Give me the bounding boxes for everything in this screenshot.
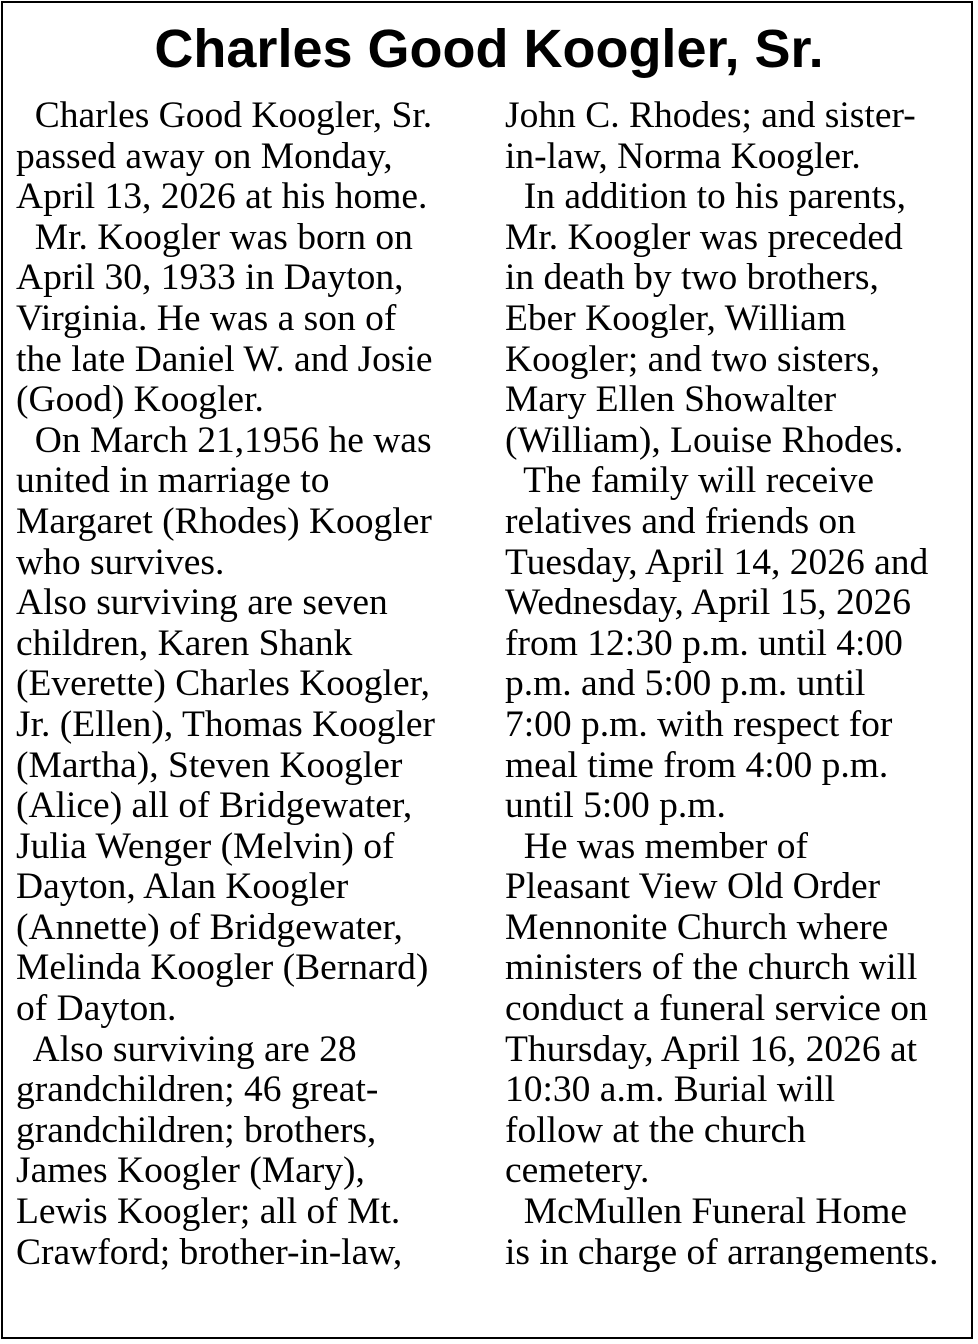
obituary-text-line: April 13, 2026 at his home.	[16, 176, 428, 218]
obituary-text-line: is in charge of arrangements.	[505, 1231, 939, 1273]
obituary-text-line: 10:30 a.m. Burial will	[505, 1069, 836, 1111]
obituary-text-line: Dayton, Alan Koogler	[16, 866, 349, 908]
obituary-text-line: from 12:30 p.m. until 4:00	[505, 622, 903, 664]
obituary-text-line: In addition to his parents,	[505, 176, 906, 218]
obituary-text-line: relatives and friends on	[505, 500, 856, 542]
obituary-text-line: (Martha), Steven Koogler	[16, 744, 403, 786]
obituary-text-line: who survives.	[16, 541, 225, 583]
obituary-text-line: children, Karen Shank	[16, 622, 353, 664]
obituary-column-right	[505, 96, 975, 1273]
obituary-text-line: Julia Wenger (Melvin) of	[16, 825, 395, 867]
obituary-text-line: Wednesday, April 15, 2026	[505, 582, 911, 624]
obituary-text-line: (Alice) all of Bridgewater,	[16, 785, 413, 827]
obituary-column-left	[16, 96, 486, 1273]
obituary-text-line: Also surviving are 28	[16, 1028, 357, 1070]
obituary-text-line: John C. Rhodes; and sister-	[505, 95, 916, 136]
obituary-text-line: Also surviving are seven	[16, 582, 388, 624]
obituary-text-line: Mennonite Church where	[505, 906, 889, 948]
obituary-text-line: until 5:00 p.m.	[505, 785, 726, 827]
obituary-text-line: (Annette) of Bridgewater,	[16, 906, 403, 948]
obituary-text-line: of Dayton.	[16, 988, 177, 1030]
obituary-text-line: He was member of	[505, 825, 809, 867]
obituary-text-line: (Everette) Charles Koogler,	[16, 663, 430, 705]
obituary-text-line: Lewis Koogler; all of Mt.	[16, 1191, 401, 1233]
obituary-text-line: follow at the church	[505, 1109, 806, 1151]
obituary-text-line: Melinda Koogler (Bernard)	[16, 947, 429, 989]
obituary-text-line: Tuesday, April 14, 2026 and	[505, 541, 929, 583]
obituary-text-line: Thursday, April 16, 2026 at	[505, 1028, 918, 1070]
obituary-text-line: April 30, 1933 in Dayton,	[16, 257, 404, 299]
obituary-text-line: On March 21,1956 he was	[16, 419, 432, 461]
obituary-text-line: meal time from 4:00 p.m.	[505, 744, 889, 786]
obituary-text-line: grandchildren; 46 great-	[16, 1069, 379, 1111]
obituary-text-line: the late Daniel W. and Josie	[16, 338, 433, 380]
obituary-text-line: Mary Ellen Showalter	[505, 379, 837, 421]
obituary-text-line: in death by two brothers,	[505, 257, 879, 299]
obituary-text-line: James Koogler (Mary),	[16, 1150, 365, 1192]
obituary-text-line: grandchildren; brothers,	[16, 1109, 377, 1151]
obituary-text-line: conduct a funeral service on	[505, 988, 928, 1030]
obituary-text-line: Virginia. He was a son of	[16, 297, 397, 339]
obituary-text-line: McMullen Funeral Home	[505, 1191, 908, 1233]
obituary-text-line: in-law, Norma Koogler.	[505, 135, 861, 177]
obituary-text-line: Crawford; brother-in-law,	[16, 1231, 403, 1273]
obituary-text-line: 7:00 p.m. with respect for	[505, 703, 893, 745]
obituary-text-line: passed away on Monday,	[16, 135, 393, 177]
obituary-text-line: The family will receive	[505, 460, 874, 502]
obituary-text-line: Charles Good Koogler, Sr.	[16, 95, 433, 136]
obituary-title: Charles Good Koogler, Sr.	[154, 19, 824, 79]
obituary-text-line: cemetery.	[505, 1150, 650, 1192]
obituary-text-line: Margaret (Rhodes) Koogler	[16, 500, 432, 542]
obituary-text-line: united in marriage to	[16, 460, 330, 502]
obituary-text-line: Jr. (Ellen), Thomas Koogler	[16, 703, 436, 745]
obituary-text-line: (Good) Koogler.	[16, 379, 264, 421]
obituary-text-line: Koogler; and two sisters,	[505, 338, 880, 380]
obituary-text-line: Mr. Koogler was born on	[16, 216, 413, 258]
obituary-text-line: Eber Koogler, William	[505, 297, 846, 339]
obituary-text-line: Pleasant View Old Order	[505, 866, 881, 908]
obituary-text-line: p.m. and 5:00 p.m. until	[505, 663, 866, 705]
obituary-text-line: ministers of the church will	[505, 947, 918, 989]
obituary-text-line: (William), Louise Rhodes.	[505, 419, 904, 461]
obituary-text-line: Mr. Koogler was preceded	[505, 216, 903, 258]
